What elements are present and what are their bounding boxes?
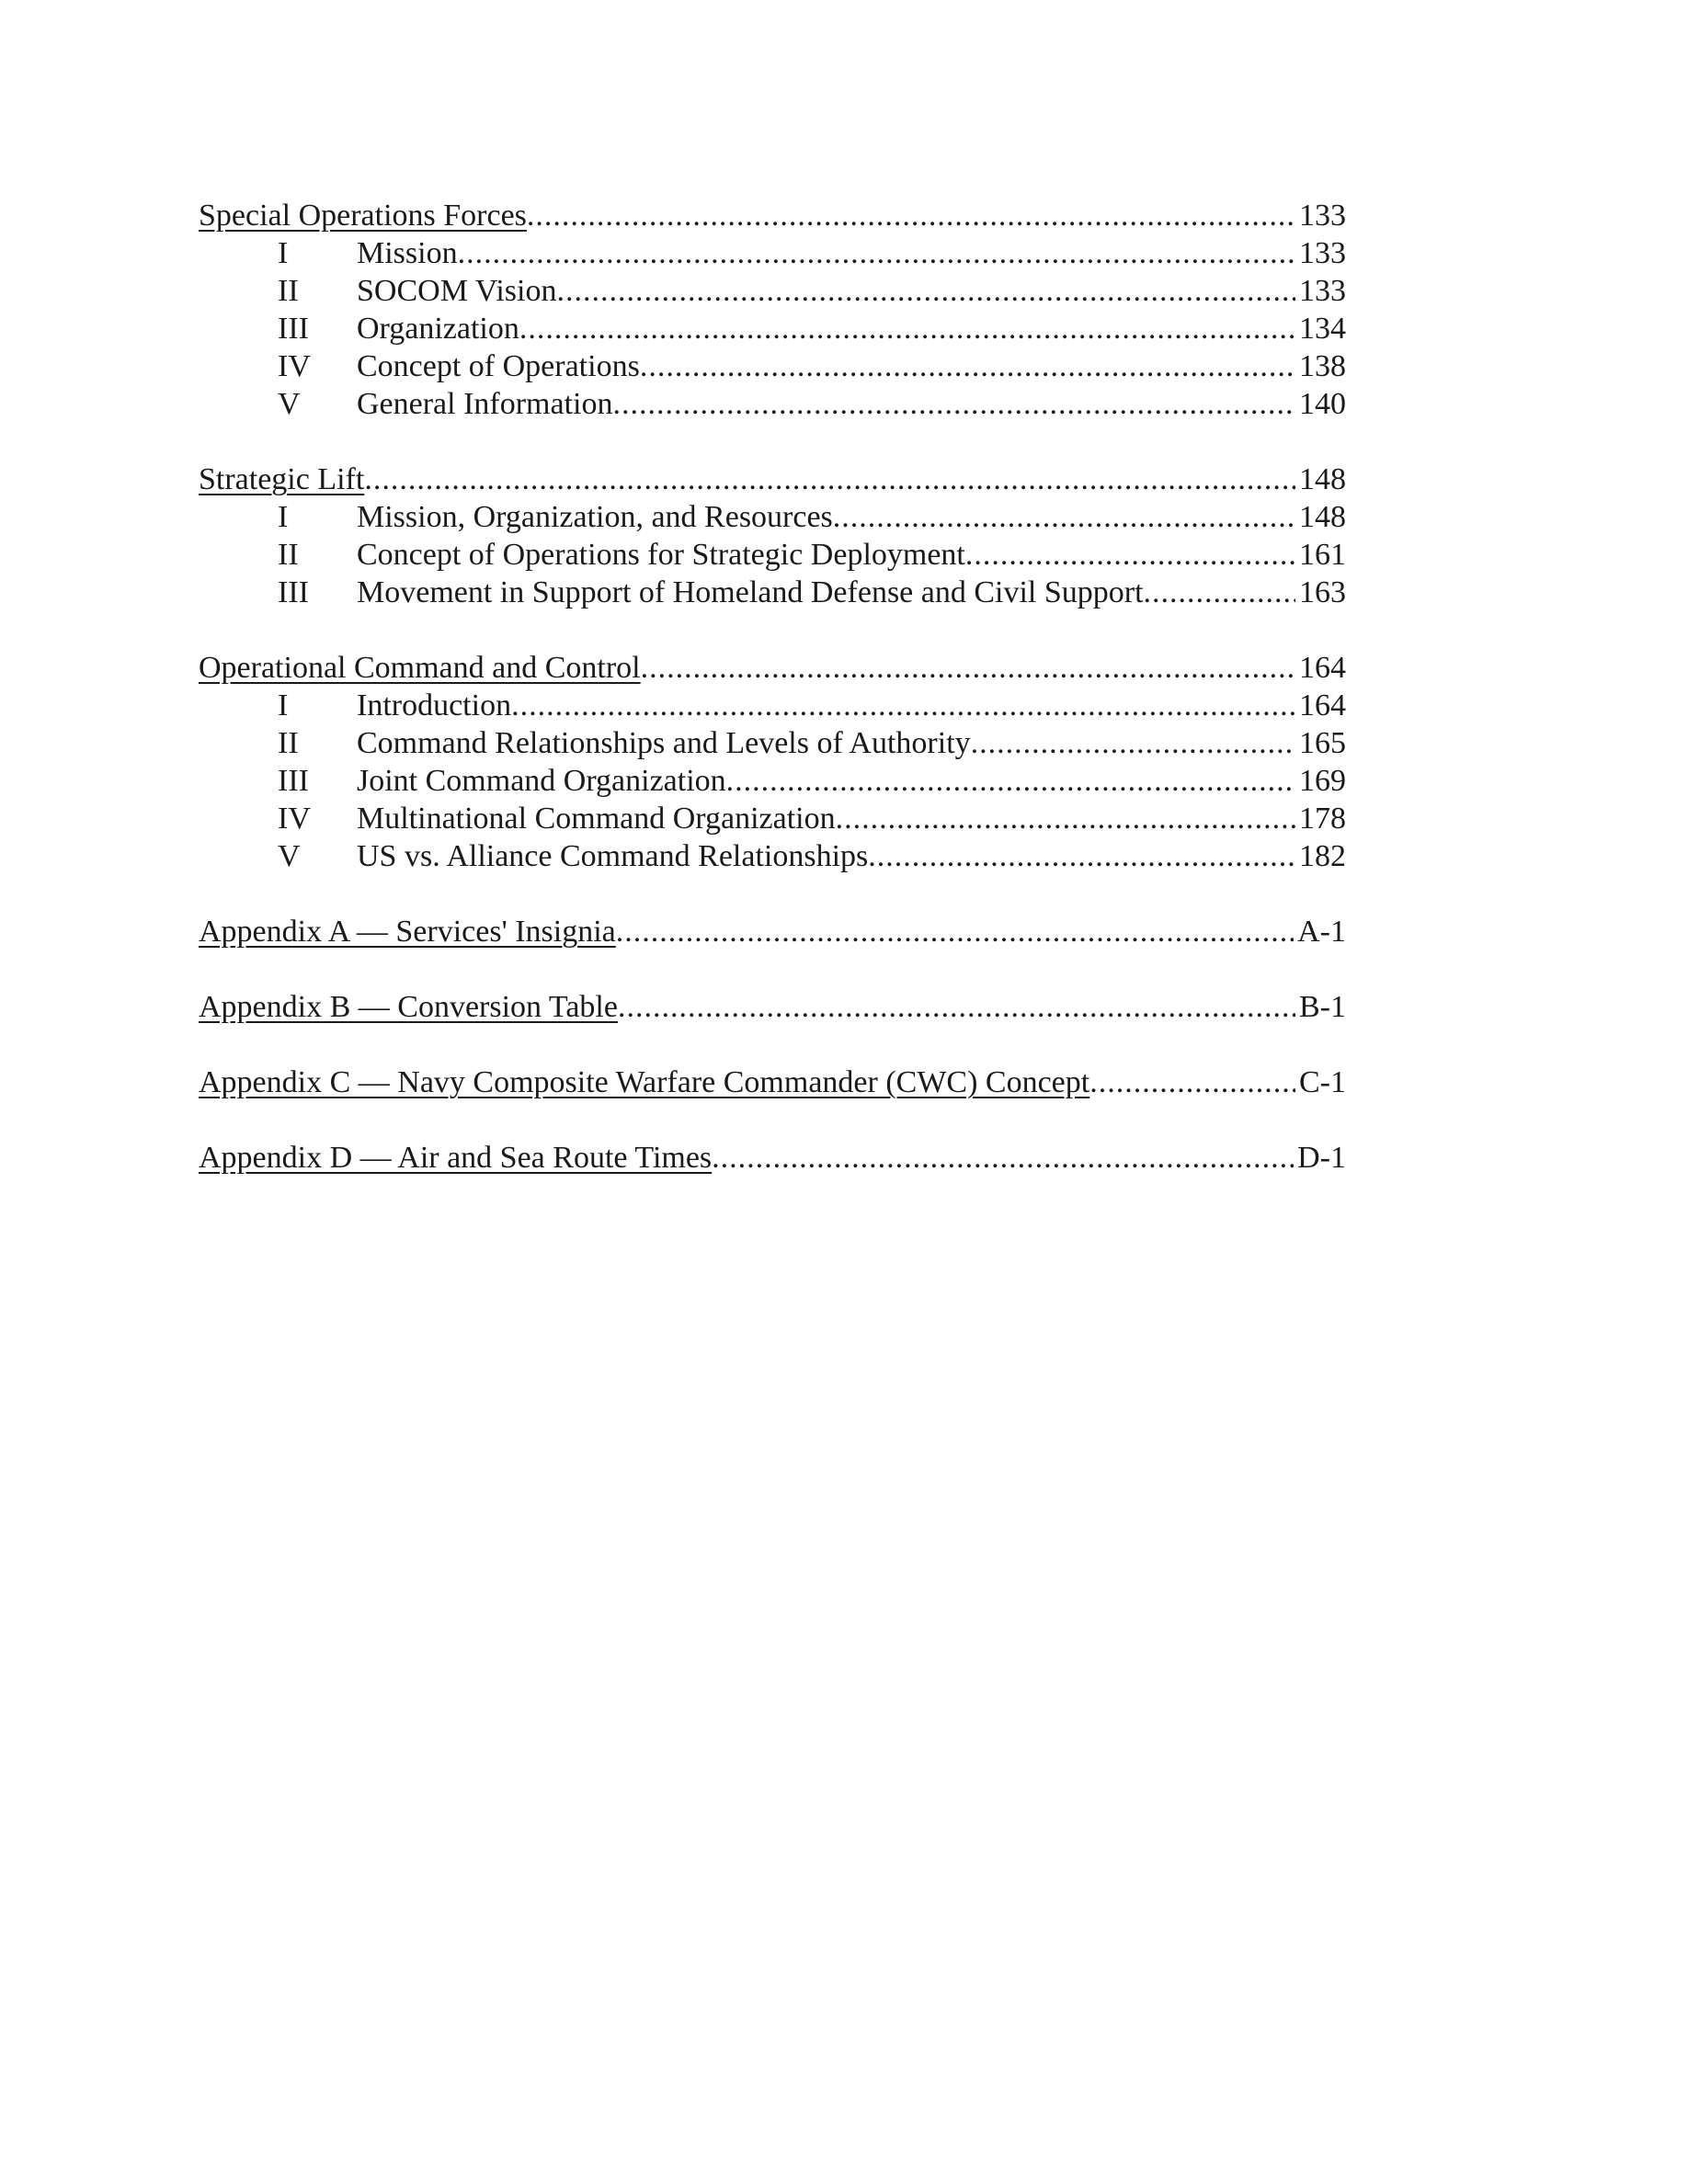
- toc-page-number: 178: [1299, 802, 1346, 836]
- toc-entry-title: Multinational Command Organization: [357, 802, 836, 836]
- toc-heading-row[interactable]: [199, 649, 1346, 687]
- toc-page-number: C-1: [1299, 1065, 1346, 1099]
- toc-page-number: 148: [1299, 462, 1346, 496]
- toc-entry-title: SOCOM Vision: [357, 274, 557, 308]
- dot-leader: [833, 498, 1295, 536]
- toc-page-number: 164: [1299, 651, 1346, 685]
- toc-entry-numeral: I: [278, 688, 289, 722]
- toc-entry-row[interactable]: [199, 234, 1346, 272]
- dot-leader: [527, 197, 1295, 234]
- toc-page-number: 140: [1299, 387, 1346, 421]
- toc-entry-title: Mission, Organization, and Resources: [357, 500, 833, 534]
- toc-entry-row[interactable]: [199, 385, 1346, 423]
- dot-leader: [616, 913, 1294, 950]
- dot-leader: [613, 385, 1296, 423]
- toc-page-number: 138: [1299, 349, 1346, 383]
- toc-page-number: 163: [1299, 575, 1346, 609]
- toc-page-number: 133: [1299, 199, 1346, 233]
- toc-appendix-title[interactable]: Appendix C — Navy Composite Warfare Commander (CWC) Concept: [199, 1065, 1090, 1099]
- toc-page-number: B-1: [1299, 990, 1346, 1024]
- toc-appendix-section: [199, 988, 1346, 1026]
- dot-leader: [1089, 1064, 1295, 1101]
- toc-page-number: 161: [1299, 538, 1346, 572]
- toc-entry-title: Command Relationships and Levels of Authority: [357, 726, 971, 760]
- dot-leader: [965, 536, 1295, 574]
- toc-heading-title[interactable]: Strategic Lift: [199, 462, 365, 496]
- toc-entry-title: Concept of Operations for Strategic Deployment: [357, 538, 965, 572]
- toc-section: [199, 461, 1346, 611]
- dot-leader: [640, 347, 1295, 385]
- toc-appendix-row[interactable]: [199, 1064, 1346, 1101]
- toc-entry-numeral: I: [278, 500, 289, 534]
- toc-entry-numeral: V: [278, 839, 301, 873]
- toc-page-number: 169: [1299, 764, 1346, 798]
- dot-leader: [364, 461, 1295, 498]
- toc-heading-row[interactable]: [199, 197, 1346, 234]
- toc-entry-title: Movement in Support of Homeland Defense and Civil Support: [357, 575, 1144, 609]
- dot-leader: [519, 310, 1295, 347]
- toc-page-number: 165: [1299, 726, 1346, 760]
- toc-appendix-section: [199, 913, 1346, 950]
- toc-entry-row[interactable]: [199, 536, 1346, 574]
- toc-entry-row[interactable]: [199, 762, 1346, 800]
- toc-entry-row[interactable]: [199, 272, 1346, 310]
- toc-page-number: 133: [1299, 274, 1346, 308]
- toc-entry-title: General Information: [357, 387, 613, 421]
- dot-leader: [511, 687, 1295, 724]
- toc-page-number: 133: [1299, 236, 1346, 270]
- toc-appendix-row[interactable]: [199, 988, 1346, 1026]
- toc-entry-title: Organization: [357, 312, 519, 346]
- toc-entry-title: Mission: [357, 236, 458, 270]
- toc-appendix-title[interactable]: Appendix B — Conversion Table: [199, 990, 618, 1024]
- toc-appendix-title[interactable]: Appendix A — Services' Insignia: [199, 915, 616, 949]
- dot-leader: [868, 837, 1295, 875]
- dot-leader: [1144, 574, 1295, 611]
- toc-heading-title[interactable]: Special Operations Forces: [199, 199, 527, 233]
- toc-entry-row[interactable]: [199, 800, 1346, 837]
- dot-leader: [458, 234, 1295, 272]
- table-of-contents: [199, 197, 1346, 1214]
- toc-appendix-section: [199, 1139, 1346, 1177]
- toc-entry-numeral: II: [278, 726, 299, 760]
- toc-entry-title: Joint Command Organization: [357, 764, 726, 798]
- toc-entry-numeral: I: [278, 236, 289, 270]
- toc-entry-numeral: IV: [278, 802, 311, 836]
- toc-section: [199, 197, 1346, 423]
- toc-entry-numeral: III: [278, 764, 309, 798]
- dot-leader: [726, 762, 1295, 800]
- toc-page-number: 164: [1299, 688, 1346, 722]
- toc-entry-row[interactable]: [199, 724, 1346, 762]
- toc-entry-numeral: IV: [278, 349, 311, 383]
- toc-entry-numeral: II: [278, 538, 299, 572]
- toc-entry-numeral: III: [278, 312, 309, 346]
- toc-heading-title[interactable]: Operational Command and Control: [199, 651, 641, 685]
- dot-leader: [971, 724, 1295, 762]
- toc-entry-row[interactable]: [199, 498, 1346, 536]
- toc-page-number: 148: [1299, 500, 1346, 534]
- dot-leader: [641, 649, 1295, 687]
- toc-appendix-row[interactable]: [199, 913, 1346, 950]
- dot-leader: [556, 272, 1295, 310]
- toc-entry-numeral: V: [278, 387, 301, 421]
- dot-leader: [712, 1139, 1294, 1177]
- toc-appendix-row[interactable]: [199, 1139, 1346, 1177]
- toc-entry-row[interactable]: [199, 310, 1346, 347]
- toc-entry-title: US vs. Alliance Command Relationships: [357, 839, 869, 873]
- toc-appendix-section: [199, 1064, 1346, 1101]
- toc-entry-row[interactable]: [199, 687, 1346, 724]
- toc-entry-row[interactable]: [199, 837, 1346, 875]
- toc-entry-row[interactable]: [199, 574, 1346, 611]
- toc-entry-numeral: III: [278, 575, 309, 609]
- toc-heading-row[interactable]: [199, 461, 1346, 498]
- toc-entry-title: Introduction: [357, 688, 512, 722]
- toc-entry-row[interactable]: [199, 347, 1346, 385]
- toc-entry-numeral: II: [278, 274, 299, 308]
- toc-page-number: 182: [1299, 839, 1346, 873]
- toc-appendix-title[interactable]: Appendix D — Air and Sea Route Times: [199, 1141, 713, 1175]
- dot-leader: [618, 988, 1295, 1026]
- toc-page-number: A-1: [1297, 915, 1346, 949]
- toc-entry-title: Concept of Operations: [357, 349, 640, 383]
- toc-section: [199, 649, 1346, 875]
- toc-page-number: 134: [1299, 312, 1346, 346]
- toc-page-number: D-1: [1297, 1141, 1346, 1175]
- dot-leader: [836, 800, 1295, 837]
